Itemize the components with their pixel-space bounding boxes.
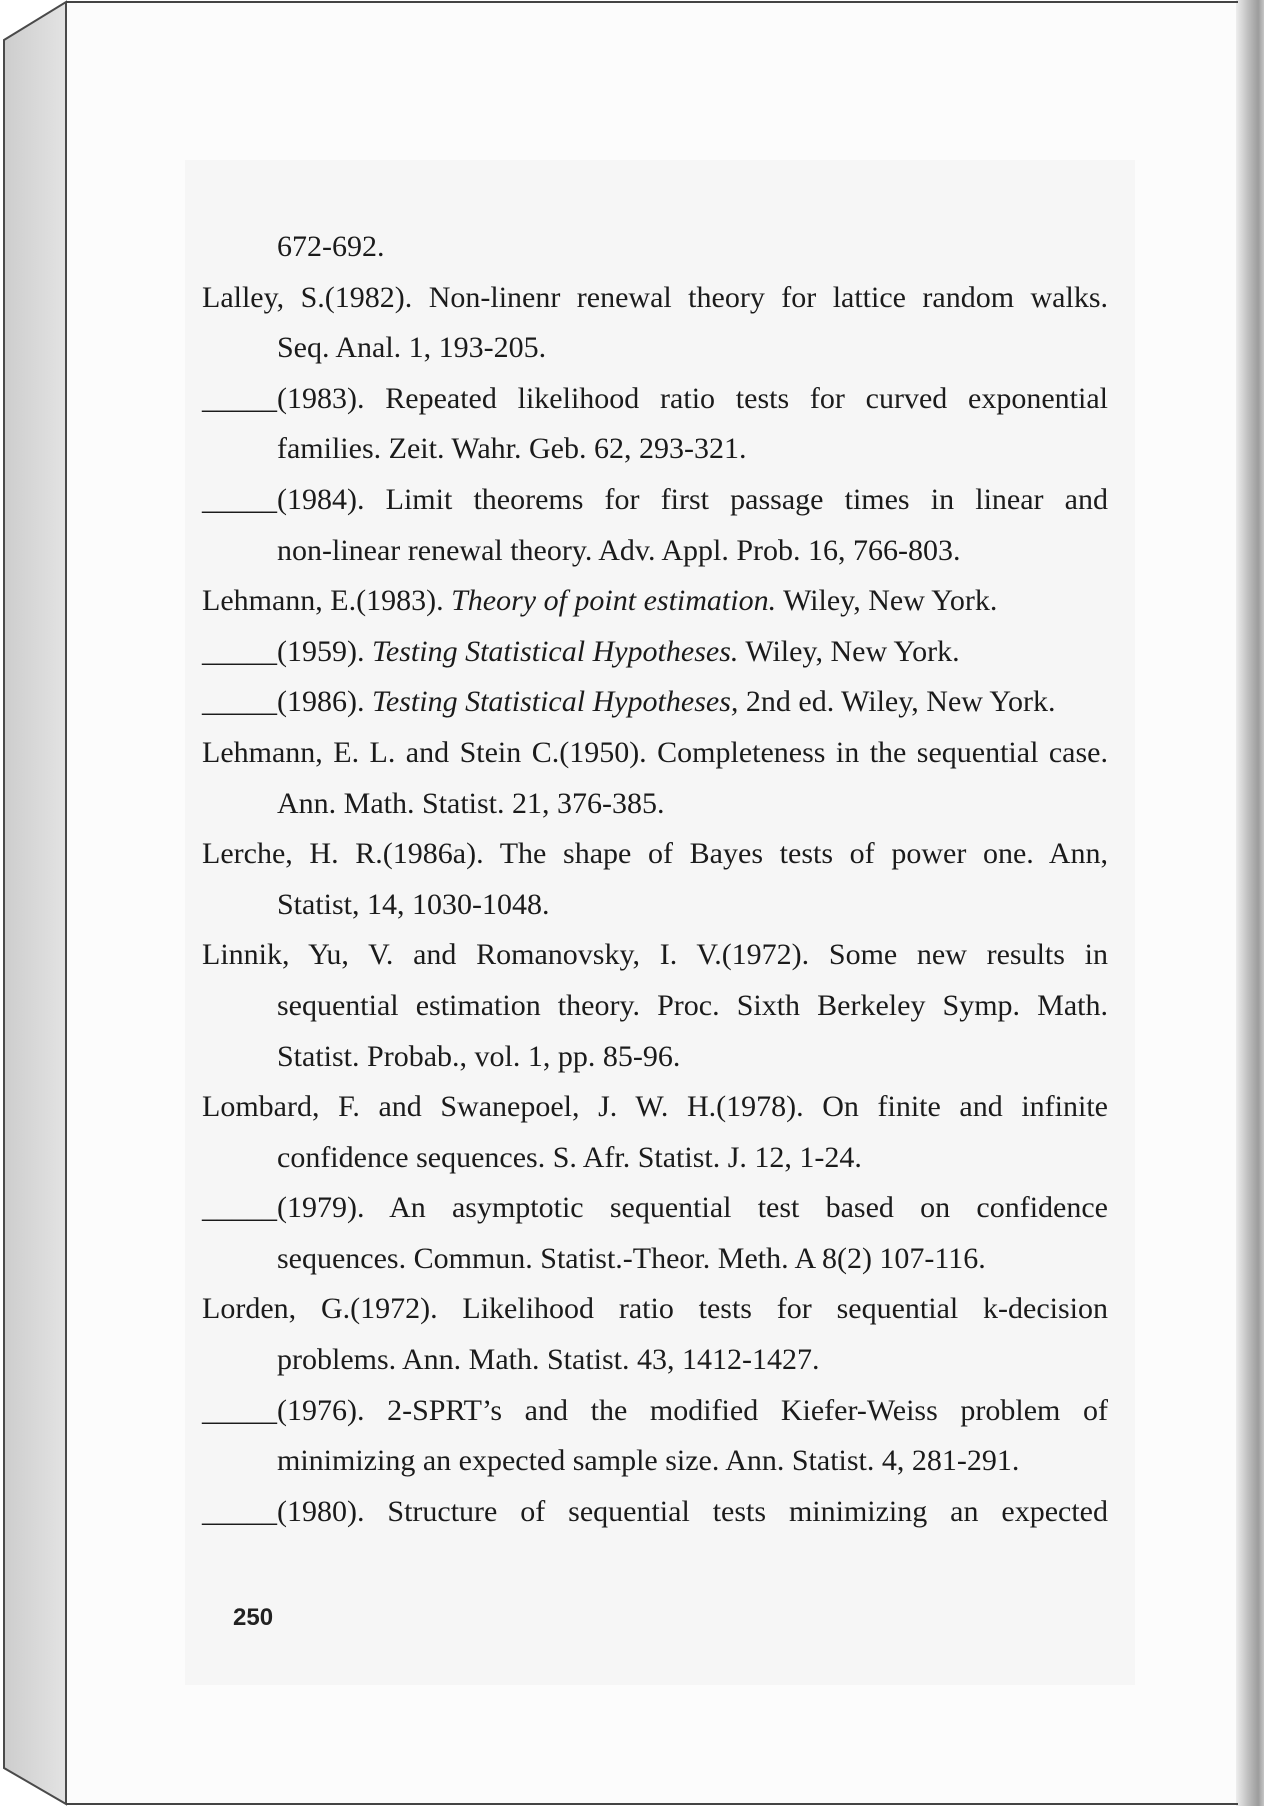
book-spine bbox=[4, 2, 66, 1804]
reference-entry bbox=[202, 1386, 1108, 1487]
reference-line: problems. Ann. Math. Statist. 43, 1412-1427. bbox=[277, 1343, 820, 1377]
reference-citation: Lehmann, E.(1983). bbox=[202, 584, 452, 618]
reference-entry bbox=[202, 1082, 1108, 1183]
reference-line bbox=[202, 576, 1108, 627]
reference-entry bbox=[202, 829, 1108, 930]
reference-entry bbox=[202, 1183, 1108, 1284]
reference-entry bbox=[202, 475, 1108, 576]
reference-line: confidence sequences. S. Afr. Statist. J. 12, 1-24. bbox=[277, 1140, 862, 1174]
reference-citation: _____(1959). bbox=[202, 634, 372, 668]
reference-publisher: 2nd ed. Wiley, New York. bbox=[738, 685, 1056, 719]
reference-entry bbox=[202, 1284, 1108, 1385]
reference-line: Linnik, Yu, V. and Romanovsky, I. V.(1972). Some new results in bbox=[202, 938, 1108, 972]
reference-entry bbox=[202, 374, 1108, 475]
reference-line: non-linear renewal theory. Adv. Appl. Prob. 16, 766-803. bbox=[277, 533, 961, 567]
reference-publisher: Wiley, New York. bbox=[776, 584, 998, 618]
reference-line: Ann. Math. Statist. 21, 376-385. bbox=[277, 786, 665, 820]
page-edge-shadow bbox=[1236, 0, 1264, 1806]
reference-line: 672-692. bbox=[277, 230, 385, 263]
reference-title: Theory of point estimation. bbox=[451, 584, 777, 618]
reference-line: Statist. Probab., vol. 1, pp. 85-96. bbox=[277, 1039, 681, 1073]
reference-entry bbox=[202, 627, 1108, 678]
reference-line: _____(1984). Limit theorems for first passage times in linear and bbox=[202, 482, 1108, 516]
reference-citation: _____(1986). bbox=[202, 685, 372, 719]
reference-title: Testing Statistical Hypotheses. bbox=[371, 634, 739, 668]
reference-line: families. Zeit. Wahr. Geb. 62, 293-321. bbox=[277, 432, 747, 466]
reference-line bbox=[202, 627, 1108, 678]
reference-entry bbox=[202, 728, 1108, 829]
reference-line: Lorden, G.(1972). Likelihood ratio tests for sequential k-decision bbox=[202, 1292, 1108, 1326]
reference-line: minimizing an expected sample size. Ann. Statist. 4, 281-291. bbox=[277, 1444, 1020, 1478]
reference-list bbox=[202, 222, 1108, 1537]
reference-entry bbox=[202, 930, 1108, 1082]
reference-entry bbox=[202, 576, 1108, 627]
reference-entry bbox=[202, 273, 1108, 374]
reference-line: sequential estimation theory. Proc. Sixth Berkeley Symp. Math. bbox=[277, 988, 1108, 1022]
reference-line: _____(1979). An asymptotic sequential test based on confidence bbox=[202, 1191, 1108, 1225]
reference-line: sequences. Commun. Statist.-Theor. Meth. A 8(2) 107-116. bbox=[277, 1241, 986, 1275]
reference-title: Testing Statistical Hypotheses, bbox=[371, 685, 739, 719]
reference-line: Lalley, S.(1982). Non-linenr renewal theory for lattice random walks. bbox=[202, 280, 1108, 314]
reference-line: Lehmann, E. L. and Stein C.(1950). Completeness in the sequential case. bbox=[202, 735, 1108, 769]
reference-line: Lerche, H. R.(1986a). The shape of Bayes tests of power one. Ann, bbox=[202, 837, 1108, 871]
reference-entry bbox=[202, 677, 1108, 728]
reference-line: _____(1976). 2-SPRT’s and the modified Kiefer-Weiss problem of bbox=[202, 1393, 1108, 1427]
reference-entry bbox=[202, 1487, 1108, 1538]
reference-line: Statist, 14, 1030-1048. bbox=[277, 887, 550, 921]
reference-line: _____(1983). Repeated likelihood ratio tests for curved exponential bbox=[202, 381, 1108, 415]
reference-line bbox=[202, 677, 1108, 728]
reference-line: Lombard, F. and Swanepoel, J. W. H.(1978). On finite and infinite bbox=[202, 1090, 1108, 1124]
reference-line: Seq. Anal. 1, 193-205. bbox=[277, 331, 547, 365]
reference-line: _____(1980). Structure of sequential tests minimizing an expected bbox=[202, 1494, 1108, 1528]
page-number: 250 bbox=[233, 1604, 274, 1631]
reference-publisher: Wiley, New York. bbox=[738, 634, 960, 668]
reference-entry-continued bbox=[202, 222, 1108, 273]
